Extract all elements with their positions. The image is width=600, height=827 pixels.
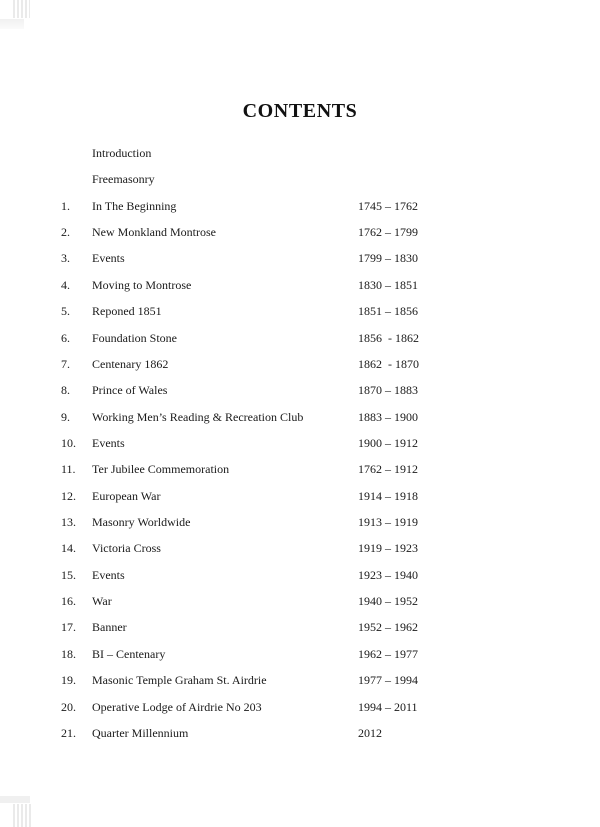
toc-entry-number: 10. bbox=[61, 435, 76, 450]
toc-entry-number: 12. bbox=[61, 488, 76, 503]
toc-entry-title: Events bbox=[92, 435, 125, 450]
toc-entry-title: Centenary 1862 bbox=[92, 356, 169, 371]
toc-entry-number: 20. bbox=[61, 699, 76, 714]
toc-row bbox=[60, 278, 600, 304]
toc-list bbox=[60, 146, 600, 752]
toc-entry-title: Freemasonry bbox=[92, 172, 155, 187]
toc-entry-number: 13. bbox=[61, 515, 76, 530]
scan-artifact-bottom-left-band bbox=[0, 796, 30, 803]
toc-entry-number: 9. bbox=[61, 409, 70, 424]
toc-entry-dates: 1762 – 1912 bbox=[358, 462, 418, 477]
toc-row bbox=[60, 647, 600, 673]
toc-entry-title: Victoria Cross bbox=[92, 541, 161, 556]
toc-entry-number: 17. bbox=[61, 620, 76, 635]
toc-row bbox=[60, 251, 600, 277]
toc-row bbox=[60, 541, 600, 567]
toc-entry-dates: 1830 – 1851 bbox=[358, 277, 418, 292]
toc-entry-title: Events bbox=[92, 251, 125, 266]
toc-entry-title: Operative Lodge of Airdrie No 203 bbox=[92, 699, 262, 714]
toc-entry-number: 1. bbox=[61, 198, 70, 213]
toc-entry-number: 3. bbox=[61, 251, 70, 266]
scan-artifact-top-left-band bbox=[0, 19, 24, 29]
toc-row bbox=[60, 383, 600, 409]
toc-row bbox=[60, 172, 600, 198]
toc-entry-dates: 1994 – 2011 bbox=[358, 699, 418, 714]
toc-entry-dates: 1923 – 1940 bbox=[358, 567, 418, 582]
toc-entry-number: 16. bbox=[61, 594, 76, 609]
toc-entry-dates: 1962 – 1977 bbox=[358, 646, 418, 661]
toc-entry-title: Banner bbox=[92, 620, 127, 635]
toc-row bbox=[60, 331, 600, 357]
toc-entry-number: 15. bbox=[61, 567, 76, 582]
toc-row bbox=[60, 357, 600, 383]
toc-entry-title: Quarter Millennium bbox=[92, 725, 189, 740]
toc-entry-number: 6. bbox=[61, 330, 70, 345]
toc-row bbox=[60, 594, 600, 620]
toc-entry-dates: 1977 – 1994 bbox=[358, 673, 418, 688]
toc-entry-title: Working Men’s Reading & Recreation Club bbox=[92, 409, 304, 424]
toc-row bbox=[60, 489, 600, 515]
toc-entry-title: Prince of Wales bbox=[92, 383, 168, 398]
toc-entry-dates: 1914 – 1918 bbox=[358, 488, 418, 503]
toc-entry-number: 11. bbox=[61, 462, 76, 477]
toc-entry-title: Ter Jubilee Commemoration bbox=[92, 462, 230, 477]
toc-entry-dates: 1913 – 1919 bbox=[358, 515, 418, 530]
toc-entry-number: 5. bbox=[61, 304, 70, 319]
toc-entry-title: Foundation Stone bbox=[92, 330, 178, 345]
toc-row bbox=[60, 225, 600, 251]
toc-entry-title: Moving to Montrose bbox=[92, 277, 192, 292]
toc-entry-title: In The Beginning bbox=[92, 198, 177, 213]
toc-row bbox=[60, 568, 600, 594]
toc-entry-dates: 1870 – 1883 bbox=[358, 383, 418, 398]
toc-entry-title: War bbox=[92, 594, 112, 609]
toc-entry-title: Introduction bbox=[92, 146, 152, 160]
toc-entry-number: 18. bbox=[61, 646, 76, 661]
toc-row bbox=[60, 673, 600, 699]
toc-row bbox=[60, 515, 600, 541]
toc-entry-title: Events bbox=[92, 567, 125, 582]
toc-entry-dates: 2012 bbox=[358, 725, 382, 740]
toc-entry-title: Reponed 1851 bbox=[92, 304, 162, 319]
toc-row bbox=[60, 726, 600, 752]
toc-entry-dates: 1856 - 1862 bbox=[358, 330, 419, 345]
toc-entry-dates: 1799 – 1830 bbox=[358, 251, 418, 266]
toc-entry-number: 14. bbox=[61, 541, 76, 556]
toc-row bbox=[60, 462, 600, 488]
toc-entry-number: 4. bbox=[61, 277, 70, 292]
toc-entry-number: 7. bbox=[61, 356, 70, 371]
toc-row bbox=[60, 199, 600, 225]
toc-row bbox=[60, 304, 600, 330]
toc-entry-title: BI – Centenary bbox=[92, 646, 166, 661]
toc-entry-title: Masonry Worldwide bbox=[92, 515, 191, 530]
toc-entry-dates: 1862 - 1870 bbox=[358, 356, 419, 371]
toc-entry-title: Masonic Temple Graham St. Airdrie bbox=[92, 673, 267, 688]
scan-artifact-bottom-left-stripes bbox=[13, 804, 31, 827]
toc-row bbox=[60, 700, 600, 726]
toc-entry-dates: 1883 – 1900 bbox=[358, 409, 418, 424]
toc-entry-number: 8. bbox=[61, 383, 70, 398]
toc-entry-number: 21. bbox=[61, 725, 76, 740]
toc-entry-number: 2. bbox=[61, 225, 70, 240]
toc-entry-dates: 1762 – 1799 bbox=[358, 225, 418, 240]
scan-artifact-top-left-stripes bbox=[13, 0, 30, 18]
toc-entry-dates: 1851 – 1856 bbox=[358, 304, 418, 319]
page-title: CONTENTS bbox=[242, 100, 358, 122]
toc-entry-dates: 1952 – 1962 bbox=[358, 620, 418, 635]
toc-entry-dates: 1940 – 1952 bbox=[358, 594, 418, 609]
toc-entry-dates: 1919 – 1923 bbox=[358, 541, 418, 556]
toc-entry-number: 19. bbox=[61, 673, 76, 688]
toc-row bbox=[60, 436, 600, 462]
toc-entry-dates: 1900 – 1912 bbox=[358, 435, 418, 450]
toc-entry-title: New Monkland Montrose bbox=[92, 225, 216, 240]
toc-entry-title: European War bbox=[92, 488, 161, 503]
toc-row bbox=[60, 410, 600, 436]
toc-row bbox=[60, 620, 600, 646]
toc-entry-dates: 1745 – 1762 bbox=[358, 198, 418, 213]
toc-row bbox=[60, 146, 600, 172]
